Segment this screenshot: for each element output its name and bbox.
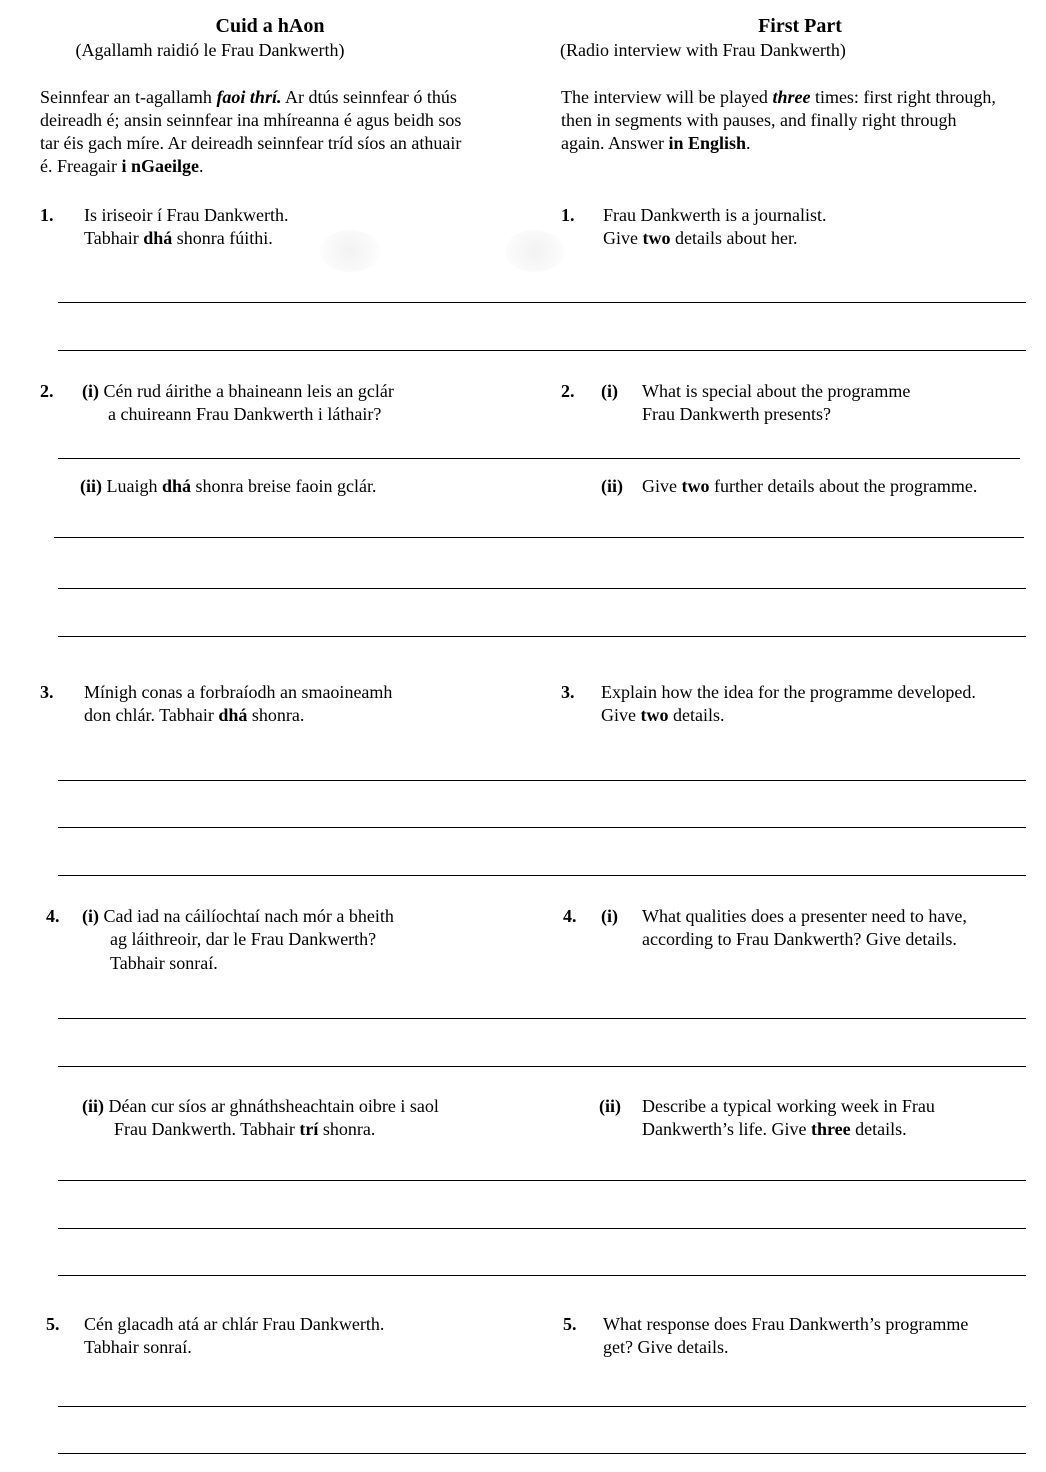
q5-number-en: 5. [563,1314,577,1334]
q5-answer-line-1[interactable] [58,1406,1026,1407]
q4-i-en-line1: What qualities does a presenter need to have, [642,906,967,926]
q4-number-en: 4. [563,906,577,926]
scan-smudge [320,230,380,272]
q4-i-ga-line3: Tabhair sonraí. [110,953,218,973]
left-title: Cuid a hAon [215,15,325,37]
q2-ii-answer-line-2[interactable] [58,588,1026,589]
q2-ii-answer-line-3[interactable] [58,636,1026,637]
q4-i-answer-line-2[interactable] [58,1066,1026,1067]
q5-ga-line1: Cén glacadh atá ar chlár Frau Dankwerth. [84,1314,385,1334]
q4-ii-en-line2: Dankwerth’s life. Give three details. [642,1119,907,1139]
q4-ii-answer-line-1[interactable] [58,1180,1026,1181]
q3-en-line2: Give two details. [601,705,725,725]
q3-en-line1: Explain how the idea for the programme developed. [601,682,976,702]
instructions-ga-line2: deireadh é; ansin seinnfear ina mhíreanna é agus beidh sos [40,110,462,130]
instructions-en-line2: then in segments with pauses, and finally right through [561,110,957,130]
q4-ii-label-en: (ii) [599,1096,621,1116]
q4-number-ga: 4. [46,906,60,926]
q3-ga-line1: Mínigh conas a forbraíodh an smaoineamh [84,682,393,702]
q1-ga-line1: Is iriseoir í Frau Dankwerth. [84,205,289,225]
right-title: First Part [758,15,842,37]
q2-i-ga-line1: (i) Cén rud áirithe a bhaineann leis an gclár [82,381,394,401]
q5-en-line2: get? Give details. [603,1337,729,1357]
q1-en-line1: Frau Dankwerth is a journalist. [603,205,827,225]
q5-en-line1: What response does Frau Dankwerth’s programme [603,1314,969,1334]
right-subtitle: (Radio interview with Frau Dankwerth) [560,40,846,60]
scan-smudge [505,230,565,272]
q4-ii-ga-line2: Frau Dankwerth. Tabhair trí shonra. [114,1119,376,1139]
q4-i-label-en: (i) [601,906,618,926]
q3-number-en: 3. [561,682,575,702]
q1-number-ga: 1. [40,205,54,225]
q2-i-answer-line[interactable] [58,458,1020,459]
q2-ii-en: Give two further details about the programme. [642,476,978,496]
instructions-ga-line1: Seinnfear an t-agallamh faoi thrí. Ar dtús seinnfear ó thús [40,87,457,107]
q3-ga-line2: don chlár. Tabhair dhá shonra. [84,705,305,725]
q2-i-en-line2: Frau Dankwerth presents? [642,404,831,424]
q4-i-en-line2: according to Frau Dankwerth? Give details. [642,929,957,949]
instructions-ga-line3: tar éis gach míre. Ar deireadh seinnfear tríd síos an athuair [40,133,462,153]
q4-ii-answer-line-3[interactable] [58,1275,1026,1276]
q2-i-ga-line2: a chuireann Frau Dankwerth i láthair? [108,404,382,424]
q2-number-en: 2. [561,381,575,401]
q3-number-ga: 3. [40,682,54,702]
q2-number-ga: 2. [40,381,54,401]
q1-ga-line2: Tabhair dhá shonra fúithi. [84,228,273,248]
q1-answer-line-1[interactable] [58,302,1026,303]
instructions-en-line3: again. Answer in English. [561,133,751,153]
q5-answer-line-2[interactable] [58,1453,1026,1454]
q1-number-en: 1. [561,205,575,225]
instructions-en-line1: The interview will be played three times: first right through, [561,87,996,107]
q5-ga-line2: Tabhair sonraí. [84,1337,192,1357]
q3-answer-line-3[interactable] [58,875,1026,876]
q2-ii-answer-line-1[interactable] [54,537,1024,538]
q4-i-ga-line2: ag láithreoir, dar le Frau Dankwerth? [110,929,377,949]
q4-ii-ga-line1: (ii) Déan cur síos ar ghnáthsheachtain oibre i saol [82,1096,439,1116]
q5-number-ga: 5. [46,1314,60,1334]
q4-i-answer-line-1[interactable] [58,1018,1026,1019]
q4-ii-en-line1: Describe a typical working week in Frau [642,1096,935,1116]
left-subtitle: (Agallamh raidió le Frau Dankwerth) [75,40,345,60]
q2-ii-label-en: (ii) [601,476,623,496]
q2-i-en-line1: What is special about the programme [642,381,911,401]
q2-ii-ga: (ii) Luaigh dhá shonra breise faoin gclár. [80,476,377,496]
q3-answer-line-2[interactable] [58,827,1026,828]
q2-i-label-en: (i) [601,381,618,401]
q1-answer-line-2[interactable] [58,350,1026,351]
q4-ii-answer-line-2[interactable] [58,1228,1026,1229]
q4-i-ga-line1: (i) Cad iad na cáilíochtaí nach mór a bheith [82,906,394,926]
q3-answer-line-1[interactable] [58,780,1026,781]
q1-en-line2: Give two details about her. [603,228,798,248]
instructions-ga-line4: é. Freagair i nGaeilge. [40,156,204,176]
